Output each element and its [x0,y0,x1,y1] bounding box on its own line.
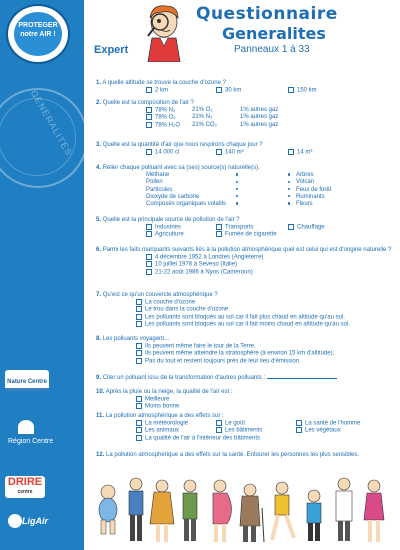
option-checkbox[interactable]: 14 m³ [288,149,312,157]
question-7: 7. Qu'est ce qu'un couvercle atmosphérique ? La couche d'ozone Le trou dans la couche d'ozone Les polluants sont bloqués au sol car il fait plus chaud en altitude qu'au sol. Les polluants sont bloqués au sol car il fait moins chaud en altitude qu'au sol. [96,292,350,328]
option-checkbox[interactable]: 2 km [146,87,168,95]
option-checkbox[interactable]: Les bâtiments [216,427,262,435]
question-text: A quelle altitude se trouve la couche d'ozone ? [102,80,226,86]
panels-range: Panneaux 1 à 33 [234,44,310,55]
option-checkbox[interactable]: 78% H₂O [146,122,180,130]
option-checkbox[interactable]: Agriculture [146,231,184,239]
question-text: Parmi les faits marquants suivants liés à la pollution atmosphérique quel est celui qui est d'origine naturelle ? [102,247,392,253]
option-checkbox[interactable]: Meilleure [136,396,169,404]
question-9: 9. Citer un polluant issu de la transformation d'autres polluants : [96,373,394,382]
region-centre-logo: Région Centre [8,438,54,445]
person-man[interactable] [129,478,143,541]
proteger-notre-air-logo [6,4,70,64]
question-2: 2. Quelle est la composition de l'air ? 78% N₂ 21% O₂ 1% autres gaz 78% O₂ 21% N₂ 1% autres gaz 78% H₂O 21% CO₂ 1% autres gaz [96,100,279,129]
question-text: La pollution atmosphérique a des effets sur : [105,413,224,419]
question-6: 6. Parmi les faits marquants suivants liés à la pollution atmosphérique quel est celui qui est d'origine naturelle ? 4 décembre 1952 à Londres (Angleterre) 10 juillet 1976 à Seveso (Italie) 21-22 août 1986 à Nyos (Cameroun) [96,247,392,276]
question-1: 1. A quelle altitude se trouve la couche d'ozone ? 2 km 30 km 150 km [96,80,317,94]
person-runner[interactable] [272,482,294,540]
question-text: Relier chaque polluant avec sa (ses) source(s) naturelle(s). [102,165,260,171]
option-checkbox[interactable]: La santé de l'homme [296,420,361,428]
option-checkbox[interactable]: Ils peuvent même faire le tour de la Terre. [136,343,256,351]
option-checkbox[interactable]: 10 juillet 1976 à Seveso (Italie) [146,261,237,269]
drire-logo: DRIRE centre [5,476,45,498]
option-checkbox[interactable]: 78% N₂ [146,107,175,115]
question-10: 10. Après la pluie ou la neige, la qualité de l'air est : Meilleure Moins bonne [96,389,233,410]
logo-text: PROTEGER notre AIR ! [14,12,62,56]
option-checkbox[interactable]: Les animaux [136,427,179,435]
page-title: Questionnaire [196,4,338,24]
option-checkbox[interactable]: 30 km [216,87,241,95]
question-text: La pollution atmosphérique a des effets sur la santé. Entourer les personnes les plus sensibles. [106,452,360,458]
option-value: 1% autres gaz [240,114,279,121]
question-text: Après la pluie ou la neige, la qualité de l'air est : [105,389,233,395]
question-text: Les polluants voyagent... [102,336,170,342]
person-baby[interactable] [99,485,117,534]
level-label: Expert [94,44,129,56]
person-girl[interactable] [364,480,384,542]
person-woman[interactable] [150,480,174,542]
question-12: 12. La pollution atmosphérique a des effets sur la santé. Entourer les personnes les plus sensibles. [96,452,360,458]
option-checkbox[interactable]: La couche d'ozone [136,299,195,307]
option-checkbox[interactable]: La qualité de l'air à l'intérieur des bâtiments [136,435,260,443]
option-checkbox[interactable]: 21-22 août 1986 à Nyos (Cameroun) [146,269,253,277]
answer-line[interactable] [267,373,337,379]
option-value: 21% O₂ [192,107,213,114]
option-checkbox[interactable]: Les polluants sont bloqués au sol car il fait plus chaud en altitude qu'au sol. [136,314,345,322]
option-checkbox[interactable]: Le goût [216,420,245,428]
option-checkbox[interactable]: Chauffage [288,224,325,232]
option-checkbox[interactable]: Les polluants sont bloqués au sol car il fait moins chaud en altitude qu'au sol. [136,321,350,329]
option-checkbox[interactable]: Pas du tout et restent toujours près de leur lieu d'émission. [136,358,301,366]
sidebar [0,0,84,550]
option-checkbox[interactable]: Les végétaux [296,427,341,435]
option-checkbox[interactable]: Transports [216,224,253,232]
option-checkbox[interactable]: Fumée de cigarette [216,231,277,239]
person-elderly[interactable] [240,484,264,542]
option-checkbox[interactable]: 140 m³ [216,149,244,157]
option-checkbox[interactable]: Ils peuvent même atteindre la stratosphère (à environ 15 km d'altitude). [136,350,334,358]
option-checkbox[interactable]: Moins bonne [136,403,179,411]
option-value: 1% autres gaz [240,107,279,114]
question-5: 5. Quelle est la principale source de pollution de l'air ? Industries Transports Chauffage Agriculture Fumée de cigarette [96,217,325,238]
question-8: 8. Les polluants voyagent... Ils peuvent même faire le tour de la Terre. Ils peuvent même atteindre la stratosphère (à environ 15 km d'altitude). Pas du tout et restent toujours près de leur lieu d'émission. [96,336,335,365]
question-text: Quelle est la quantité d'air que nous respirons chaque jour ? [102,142,263,148]
person-smoker[interactable] [183,480,204,541]
person-asthmatic-child[interactable] [307,490,321,541]
question-text: Qu'est ce qu'un couvercle atmosphérique ? [102,292,218,298]
page-subtitle: Generalites [222,24,326,43]
question-3: 3. Quelle est la quantité d'air que nous respirons chaque jour ? 14 000 cl 140 m³ 14 m³ [96,142,313,156]
question-11: 11. La pollution atmosphérique a des effets sur : La météorologie Le goût La santé de l'homme Les animaux Les bâtiments Les végétaux La qualité de l'air à l'intérieur des bâtiments [96,413,361,442]
people-illustration [96,474,392,546]
nature-centre-logo: Nature Centre [5,370,49,391]
ligair-logo: LigAir [22,516,48,526]
option-checkbox[interactable]: Le trou dans la couche d'ozone [136,306,228,314]
region-centre-icon [18,420,34,434]
person-doctor[interactable] [336,478,352,541]
question-text: Quelle est la composition de l'air ? [102,100,194,106]
option-checkbox[interactable]: 78% O₂ [146,114,176,122]
option-checkbox[interactable]: 14 000 cl [146,149,179,157]
person-pregnant-woman[interactable] [213,480,232,542]
option-value: 21% N₂ [192,114,213,121]
option-checkbox[interactable]: 150 km [288,87,317,95]
question-text: Quelle est la principale source de pollution de l'air ? [102,217,240,223]
option-value: 1% autres gaz [240,121,279,128]
magnifier-character-icon [140,2,188,62]
option-checkbox[interactable]: 4 décembre 1952 à Londres (Angleterre) [146,254,263,262]
option-value: 21% CO₂ [192,121,218,128]
option-checkbox[interactable]: La météorologie [136,420,188,428]
question-text: Citer un polluant issu de la transformation d'autres polluants : [102,375,266,381]
ligair-icon [8,514,22,528]
option-checkbox[interactable]: Industries [146,224,181,232]
question-4: 4. Relier chaque polluant avec sa (ses) source(s) naturelle(s). Méthane Arbres Pollen Volcan Particules Feux de forêt Dioxyde de carbone Ruminants Composés organiques volatils Fleurs [96,165,332,207]
watermark-text: GENERALITES [28,88,75,158]
